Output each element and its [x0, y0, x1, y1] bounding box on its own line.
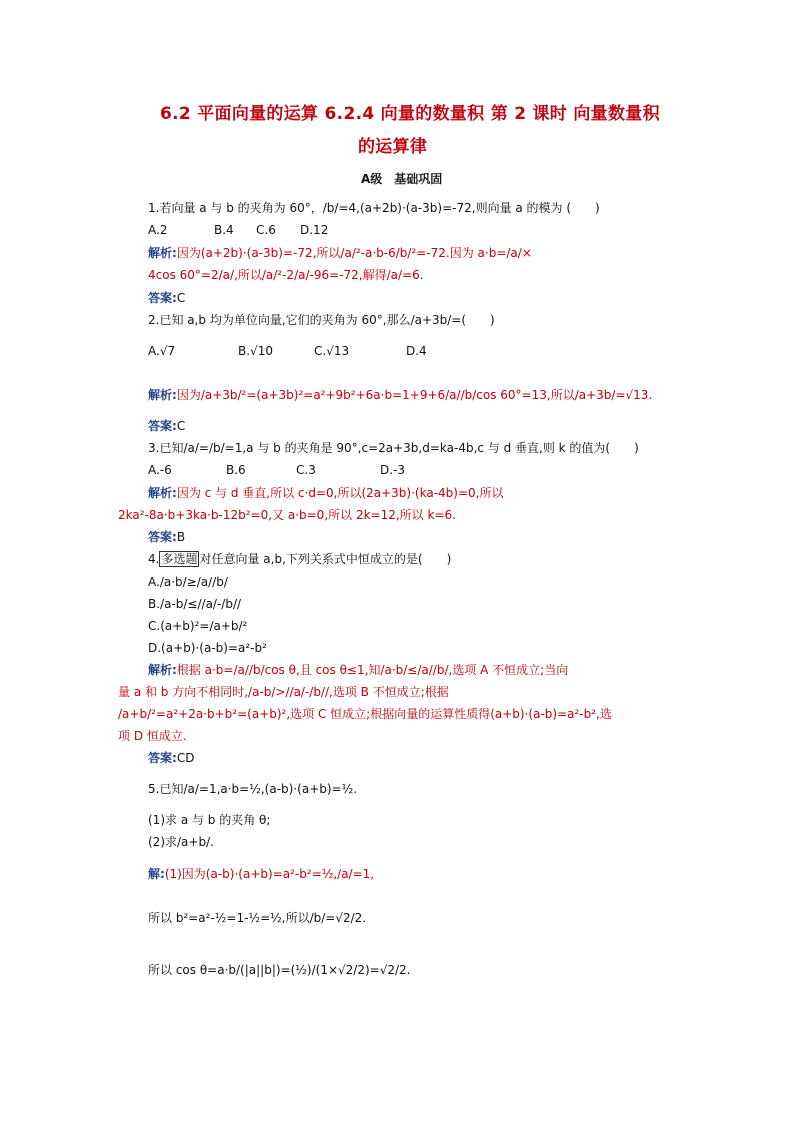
q5-solution-line2: 所以 b²=a²-½=1-½=½,所以/b/=√2/2. [148, 911, 367, 925]
analysis-text: 因为(a+2b)·(a-3b)=-72,所以/a/²-a·b-6/b/²=-72.因为 a·b=/a/× [176, 246, 532, 260]
q1-option-b: B.4 [214, 223, 234, 237]
answer-label: 答案: [148, 530, 177, 544]
page-title-line2: 的运算律 [358, 137, 428, 157]
q4-stem-text: 对任意向量 a,b,下列关系式中恒成立的是( ) [199, 552, 452, 566]
q1-analysis-line1 [148, 245, 532, 261]
solution-label: 解: [148, 867, 165, 881]
multi-choice-tag: 多选题 [161, 552, 198, 566]
page-title-line1: 6.2 平面向量的运算 6.2.4 向量的数量积 第 2 课时 向量数量积 [160, 104, 660, 124]
q1-analysis-line2: 4cos 60°=2/a/,所以/a/²-2/a/-96=-72,解得/a/=6. [148, 268, 424, 282]
analysis-label: 解析: [148, 486, 177, 500]
q5-part2: (2)求/a+b/. [148, 835, 214, 849]
q3-option-c: C.3 [296, 463, 316, 477]
q4-option-a: A./a·b/≥/a//b/ [148, 575, 228, 589]
answer-label: 答案: [148, 291, 177, 305]
q3-option-b: B.6 [226, 463, 246, 477]
q1-stem: 1.若向量 a 与 b 的夹角为 60°，/b/=4,(a+2b)·(a-3b)=-72,则向量 a 的模为 ( ) [148, 201, 600, 215]
q4-option-c: C.(a+b)²=/a+b/² [148, 619, 248, 633]
q2-option-b: B.√10 [238, 344, 273, 358]
q1-answer [148, 290, 185, 306]
q5-part1: (1)求 a 与 b 的夹角 θ; [148, 813, 271, 827]
q3-analysis-line2: 2ka²-8a·b+3ka·b-12b²=0,又 a·b=0,所以 2k=12,所以 k=6. [118, 508, 456, 522]
q1-option-a: A.2 [148, 223, 168, 237]
q1-option-d: D.12 [300, 223, 329, 237]
q4-analysis-line3: /a+b/²=a²+2a·b+b²=(a+b)²,选项 C 恒成立;根据向量的运算性质得(a+b)·(a-b)=a²-b²,选 [118, 707, 612, 721]
q1-option-c: C.6 [256, 223, 276, 237]
analysis-text: 因为 c 与 d 垂直,所以 c·d=0,所以(2a+3b)·(ka-4b)=0,所以 [176, 486, 504, 500]
q5-stem: 5.已知/a/=1,a·b=½,(a-b)·(a+b)=½. [148, 782, 358, 796]
analysis-label: 解析: [148, 388, 177, 402]
analysis-text: 根据 a·b=/a//b/cos θ,且 cos θ≤1,知/a·b/≤/a//b/,选项 A 不恒成立;当向 [176, 663, 569, 677]
analysis-label: 解析: [148, 246, 177, 260]
answer-value: B [176, 530, 186, 544]
q3-answer [148, 529, 185, 545]
q4-analysis-line4: 项 D 恒成立. [118, 729, 187, 743]
answer-value: CD [176, 751, 195, 765]
q4-analysis-line2: 量 a 和 b 方向不相同时,/a-b/>//a/-/b//,选项 B 不恒成立;根据 [118, 685, 449, 699]
q2-option-a: A.√7 [148, 344, 176, 358]
q4-stem: 4. 多选题 对任意向量 a,b,下列关系式中恒成立的是( ) [148, 552, 452, 566]
q2-option-c: C.√13 [314, 344, 350, 358]
q3-option-a: A.-6 [148, 463, 172, 477]
analysis-label: 解析: [148, 663, 177, 677]
q3-stem: 3.已知/a/=/b/=1,a 与 b 的夹角是 90°,c=2a+3b,d=ka-4b,c 与 d 垂直,则 k 的值为( ) [148, 441, 639, 455]
q2-analysis-line1 [148, 387, 652, 403]
answer-label: 答案: [148, 419, 177, 433]
q4-analysis-line1 [148, 662, 568, 678]
analysis-text: 因为/a+3b/²=(a+3b)²=a²+9b²+6a·b=1+9+6/a//b/cos 60°=13,所以/a+3b/=√13. [176, 388, 653, 402]
answer-label: 答案: [148, 751, 177, 765]
solution-text: (1)因为(a-b)·(a+b)=a²-b²=½,/a/=1, [164, 867, 375, 881]
q4-option-d: D.(a+b)·(a-b)=a²-b² [148, 641, 267, 655]
q5-solution-line1 [148, 866, 374, 882]
q5-solution-line3: 所以 cos θ=a·b/(|a||b|)=(½)/(1×√2/2)=√2/2. [148, 963, 411, 977]
q4-answer [148, 750, 194, 766]
q2-answer [148, 418, 185, 434]
q2-stem: 2.已知 a,b 均为单位向量,它们的夹角为 60°,那么/a+3b/=( ) [148, 313, 495, 327]
q4-option-b: B./a-b/≤//a/-/b// [148, 597, 242, 611]
q2-option-d: D.4 [406, 344, 427, 358]
answer-value: C [176, 419, 186, 433]
q3-analysis-line1 [148, 485, 503, 501]
section-heading: A级 基础巩固 [361, 172, 443, 186]
answer-value: C [176, 291, 186, 305]
q3-option-d: D.-3 [380, 463, 406, 477]
